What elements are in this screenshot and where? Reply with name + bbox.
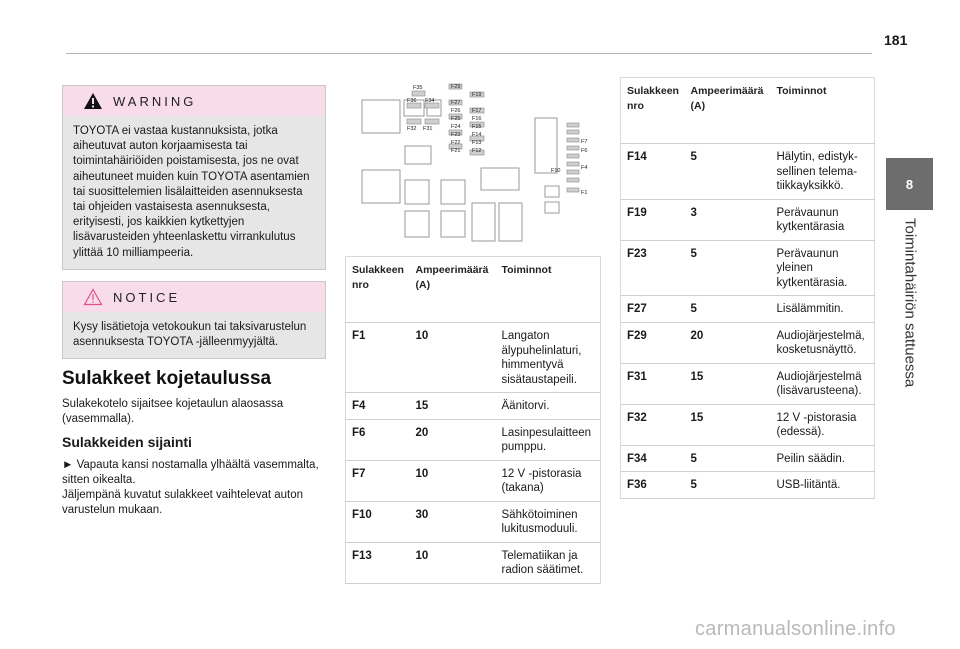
cell-amp: 15 — [685, 404, 771, 445]
warning-box — [62, 85, 326, 270]
cell-nro: F29 — [621, 322, 685, 363]
table-row — [346, 393, 601, 420]
notice-box — [62, 281, 326, 359]
header-amp: Ampeerimäärä (A) — [410, 257, 496, 323]
table-row — [621, 322, 875, 363]
cell-nro: F10 — [346, 501, 410, 542]
cell-func: USB-liitäntä. — [771, 472, 875, 499]
notice-label: NOTICE — [113, 289, 181, 305]
warning-label: WARNING — [113, 93, 197, 109]
fuse-box-diagram — [345, 78, 600, 250]
fuse-labels — [407, 84, 587, 196]
cell-amp: 15 — [685, 363, 771, 404]
fuse-label: F34 — [425, 98, 435, 104]
cell-nro: F34 — [621, 445, 685, 472]
table-row — [621, 404, 875, 445]
fuse-label: F31 — [423, 126, 433, 132]
fuse-label: F35 — [413, 85, 423, 91]
cell-func: Telematiikan ja radion säätimet. — [496, 542, 601, 583]
cell-func: Lasinpesulaitteen pumppu. — [496, 419, 601, 460]
fuse-label: F10 — [551, 168, 561, 174]
section-subtitle: Sulakkeiden sijainti — [62, 434, 192, 450]
chapter-title — [888, 218, 932, 418]
fuse-box-svg — [345, 78, 600, 250]
cell-amp: 5 — [685, 445, 771, 472]
cell-func: Langaton älypuhelinlaturi, himmentyvä sisätaustapeili. — [496, 323, 601, 393]
cell-nro: F1 — [346, 323, 410, 393]
cell-func: Peilin säädin. — [771, 445, 875, 472]
table-row — [346, 501, 601, 542]
section-instructions: ► Vapauta kansi nostamalla ylhäältä vasemmalta, sitten oikealta. Jäljempänä kuvatut sulakkeet vaihtelevat auton varustelun mukaan. — [62, 459, 319, 516]
warning-triangle-icon — [83, 92, 103, 110]
fuse-label: F21 — [451, 148, 461, 154]
cell-func: 12 V -pistorasia (edessä). — [771, 404, 875, 445]
fuse-label: F23 — [451, 132, 461, 138]
table-row — [346, 542, 601, 583]
cell-amp: 5 — [685, 472, 771, 499]
cell-func: 12 V -pistorasia (takana) — [496, 460, 601, 501]
fuse-label: F36 — [407, 98, 417, 104]
top-rule — [66, 53, 872, 54]
table-header-row — [621, 78, 875, 144]
fuse-label: F22 — [451, 140, 461, 146]
fuse-label: F6 — [581, 148, 588, 154]
fuse-label: F25 — [451, 116, 461, 122]
cell-amp: 5 — [685, 144, 771, 200]
fuse-label: F29 — [451, 84, 461, 90]
table-row — [621, 144, 875, 200]
section-title: Sulakkeet kojetaulussa — [62, 368, 272, 389]
table-row — [621, 199, 875, 240]
header-nro: Sulakkeen nro — [346, 257, 410, 323]
cell-amp: 3 — [685, 199, 771, 240]
cell-amp: 10 — [410, 460, 496, 501]
notice-header — [63, 282, 325, 312]
fuse-label: F12 — [472, 148, 482, 154]
warning-header — [63, 86, 325, 116]
table-row — [621, 363, 875, 404]
table-row — [346, 323, 601, 393]
cell-amp: 20 — [410, 419, 496, 460]
cell-func: Äänitorvi. — [496, 393, 601, 420]
fuse-label: F13 — [472, 140, 482, 146]
cell-func: Sähkötoiminen lukitusmoduuli. — [496, 501, 601, 542]
header-func: Toiminnot — [496, 257, 601, 323]
cell-nro: F31 — [621, 363, 685, 404]
fuse-label: F16 — [472, 116, 482, 122]
chapter-title-text: Toimintahäiriön sattuessa — [901, 218, 919, 388]
fuse-label: F26 — [451, 108, 461, 114]
cell-amp: 10 — [410, 542, 496, 583]
cell-amp: 5 — [685, 296, 771, 323]
warning-text: TOYOTA ei vastaa kustannuksista, jotka aiheutuvat auton korjaamisesta tai toimintahäiriöiden poistamisesta, jos ne ovat aiheutuneet muiden kuin TOYOTA asentamien tai suosittelemien lisälaitteiden asennuksesta tai ohjeiden vastaisesta asennuksesta, erityisesti, jos kaikkien kytkettyjen lisävarusteiden yhteenlaskettu virrankulutus ylittää 10 milliampeeria. — [63, 116, 325, 269]
fuse-label: F7 — [581, 139, 588, 145]
header-nro: Sulakkeen nro — [621, 78, 685, 144]
fuse-table-2 — [620, 77, 875, 499]
section-intro: Sulakekotelo sijaitsee kojetaulun alaosassa (vasemmalla). — [62, 398, 284, 425]
cell-func: Audiojärjestelmä, kosketusnäyttö. — [771, 322, 875, 363]
cell-amp: 30 — [410, 501, 496, 542]
fuse-label: F14 — [472, 132, 482, 138]
table-header-row — [346, 257, 601, 323]
cell-amp: 15 — [410, 393, 496, 420]
page-number: 181 — [884, 32, 908, 48]
fuse-label: F24 — [451, 124, 461, 130]
fuse-table-1 — [345, 256, 601, 584]
cell-nro: F13 — [346, 542, 410, 583]
cell-nro: F27 — [621, 296, 685, 323]
cell-nro: F36 — [621, 472, 685, 499]
fuse-label: F19 — [472, 92, 482, 98]
cell-amp: 20 — [685, 322, 771, 363]
cell-nro: F23 — [621, 240, 685, 296]
table-row — [346, 460, 601, 501]
cell-func: Perävaunun yleinen kytkentärasia. — [771, 240, 875, 296]
cell-nro: F4 — [346, 393, 410, 420]
table-row — [621, 445, 875, 472]
fuse-label: F15 — [472, 124, 482, 130]
fuse-label: F27 — [451, 100, 461, 106]
cell-func: Perävaunun kytkentärasia — [771, 199, 875, 240]
header-amp: Ampeerimäärä (A) — [685, 78, 771, 144]
cell-amp: 10 — [410, 323, 496, 393]
table-row — [621, 240, 875, 296]
chapter-tab[interactable]: 8 — [886, 158, 933, 210]
notice-text: Kysy lisätietoja vetokoukun tai taksivarustelun asennuksesta TOYOTA -jälleenmyyjältä. — [63, 312, 325, 358]
table-row — [346, 419, 601, 460]
notice-triangle-icon — [83, 288, 103, 306]
table-row — [621, 296, 875, 323]
header-func: Toiminnot — [771, 78, 875, 144]
fuse-label: F17 — [472, 108, 482, 114]
cell-func: Audiojärjestelmä (lisävarusteena). — [771, 363, 875, 404]
cell-nro: F32 — [621, 404, 685, 445]
cell-amp: 5 — [685, 240, 771, 296]
cell-func: Hälytin, edistyk-sellinen telema-tiikkayksikkö. — [771, 144, 875, 200]
cell-nro: F19 — [621, 199, 685, 240]
cell-nro: F7 — [346, 460, 410, 501]
fuse-label: F32 — [407, 126, 417, 132]
fuse-label: F4 — [581, 165, 588, 171]
watermark: carmanualsonline.info — [695, 618, 896, 640]
cell-nro: F6 — [346, 419, 410, 460]
cell-nro: F14 — [621, 144, 685, 200]
table-row — [621, 472, 875, 499]
fuse-label: F1 — [581, 190, 588, 196]
cell-func: Lisälämmitin. — [771, 296, 875, 323]
